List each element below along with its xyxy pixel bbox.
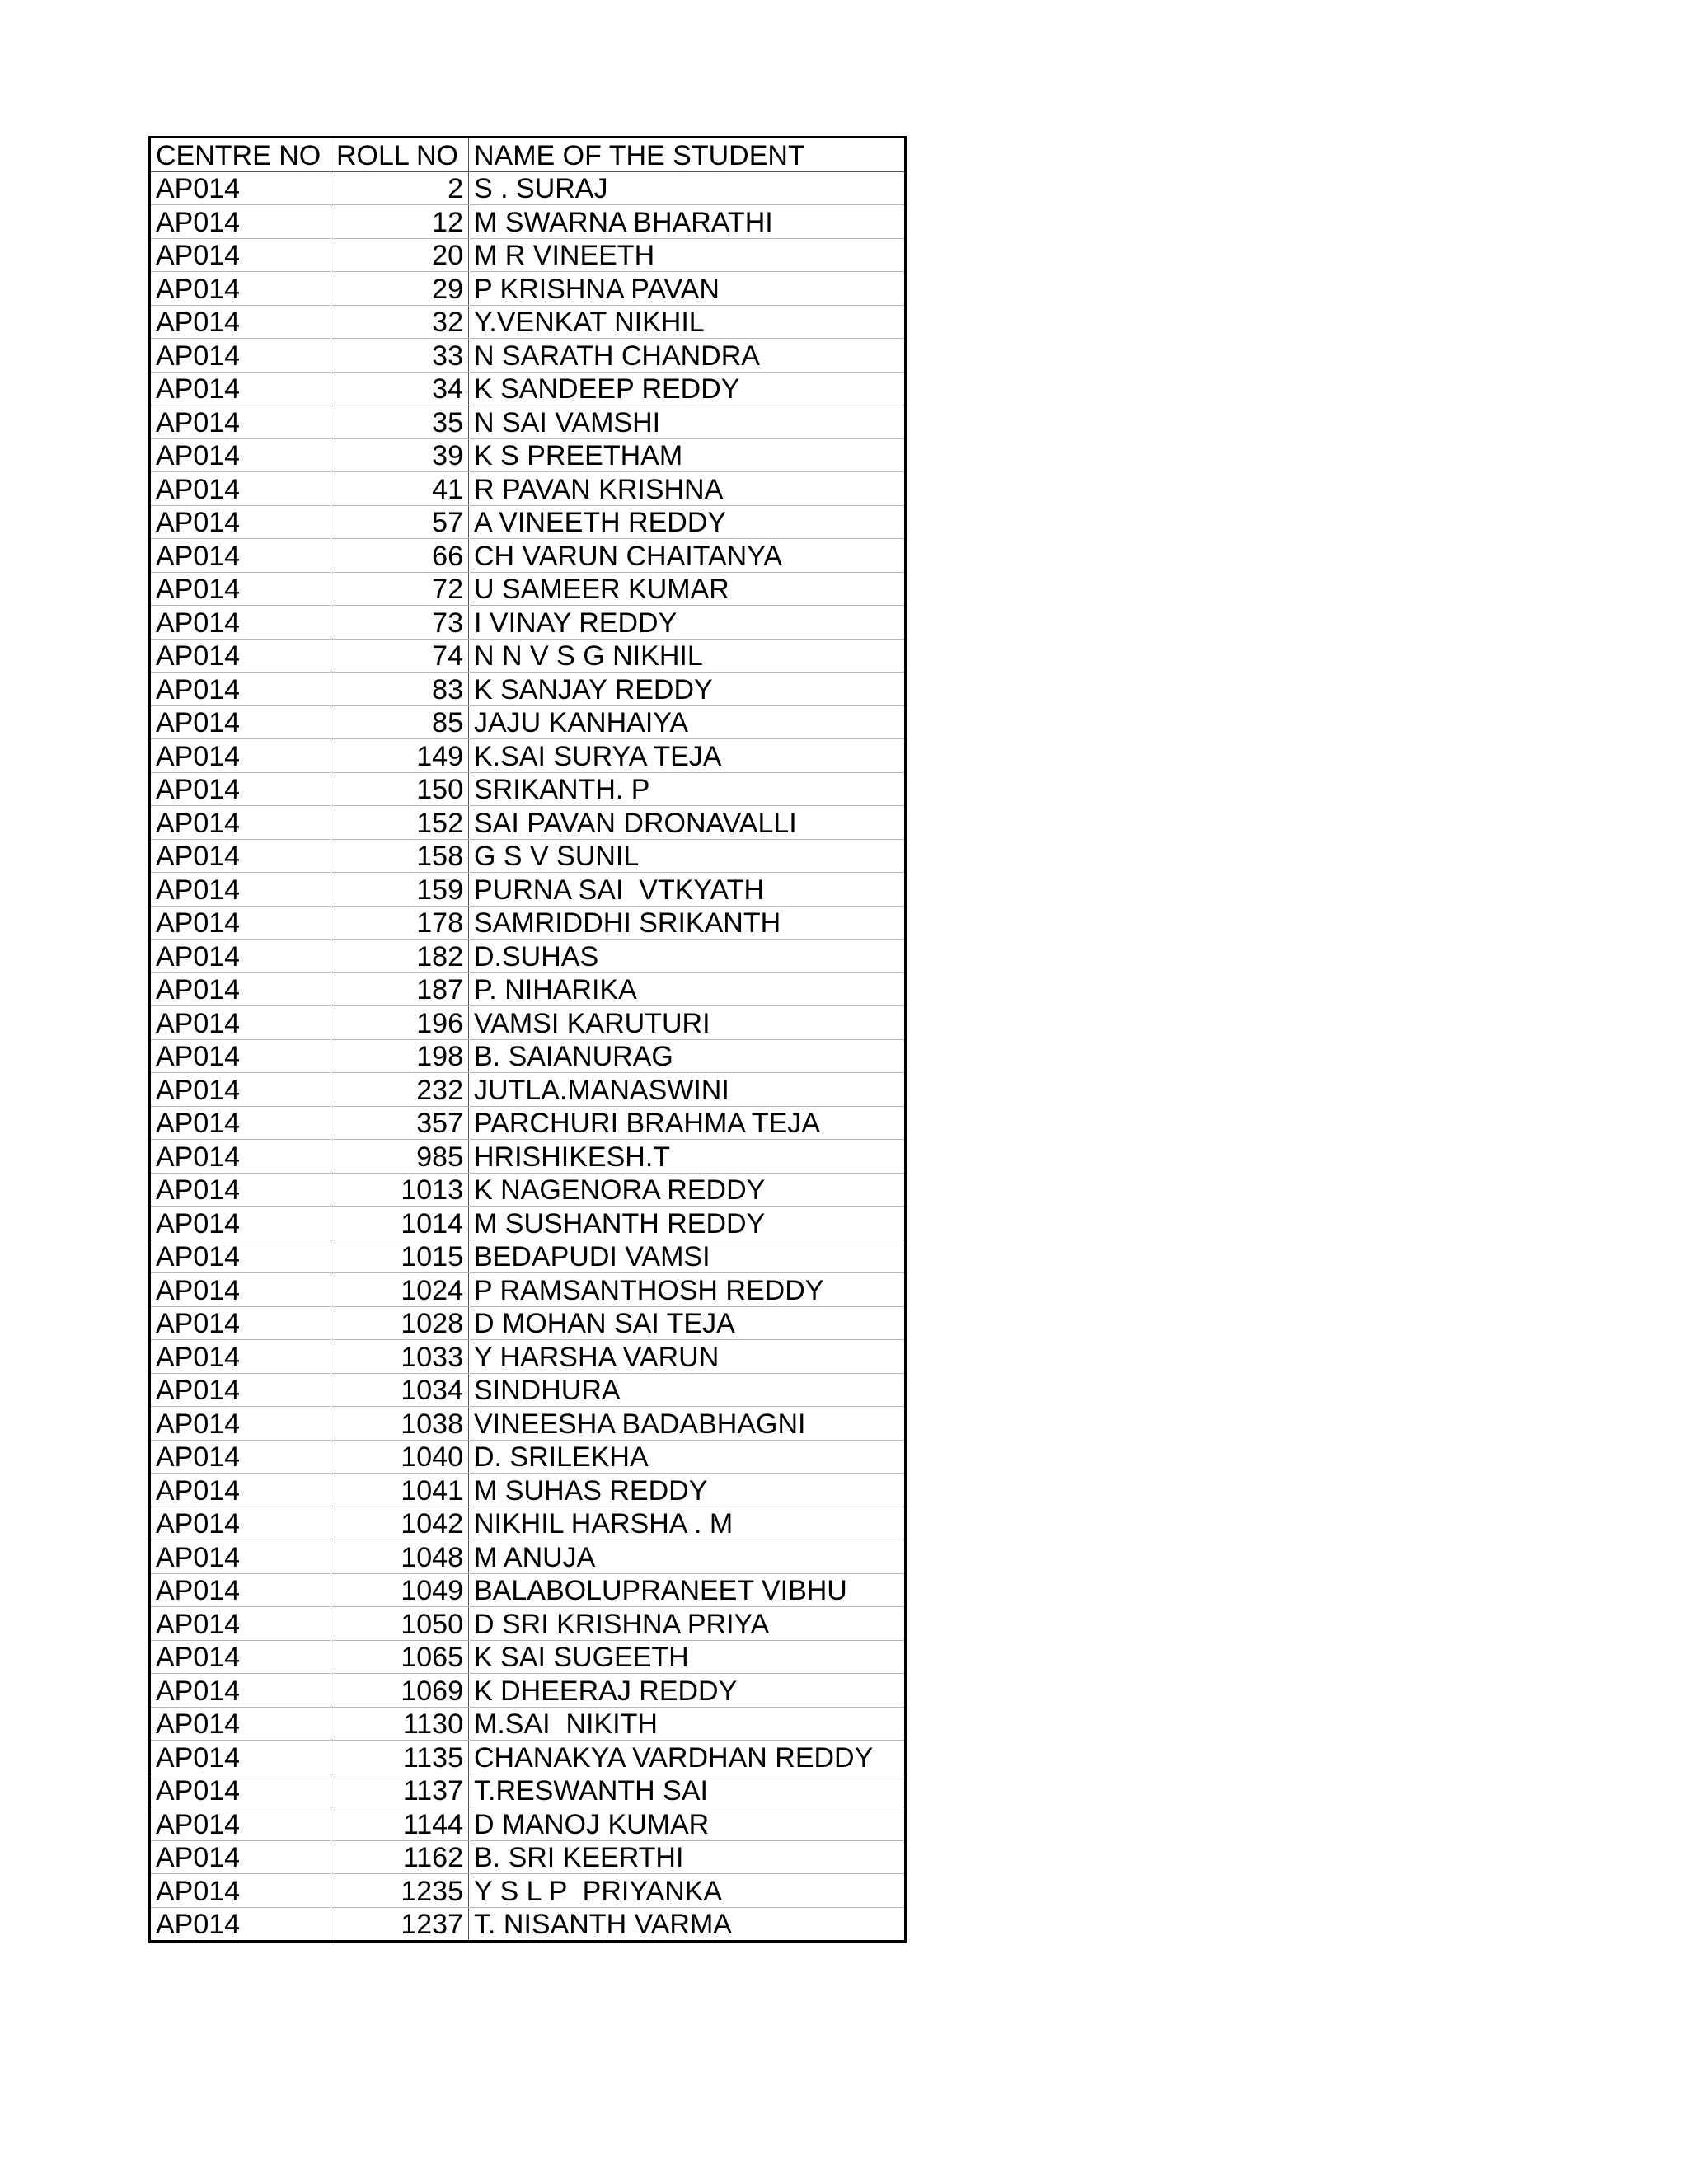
centre-no-cell: AP014 <box>150 305 331 339</box>
roll-no-cell: 1049 <box>331 1573 469 1607</box>
student-name-cell: PARCHURI BRAHMA TEJA <box>469 1106 906 1140</box>
table-row <box>150 1741 906 1774</box>
centre-no-cell: AP014 <box>150 772 331 806</box>
roll-no-cell: 1048 <box>331 1540 469 1574</box>
centre-no-cell: AP014 <box>150 806 331 840</box>
table-row <box>150 1573 906 1607</box>
table-row <box>150 1407 906 1441</box>
roll-no-cell: 85 <box>331 705 469 739</box>
roll-no-cell: 1014 <box>331 1207 469 1240</box>
table-row <box>150 1340 906 1374</box>
roll-no-cell: 57 <box>331 505 469 539</box>
roll-no-cell: 182 <box>331 940 469 973</box>
student-name-cell: G S V SUNIL <box>469 839 906 873</box>
table-row <box>150 673 906 706</box>
roll-no-cell: 150 <box>331 772 469 806</box>
student-name-cell: B. SRI KEERTHI <box>469 1840 906 1874</box>
roll-no-cell: 1033 <box>331 1340 469 1374</box>
student-name-cell: SRIKANTH. P <box>469 772 906 806</box>
roll-no-cell: 1144 <box>331 1807 469 1841</box>
centre-no-cell: AP014 <box>150 1874 331 1908</box>
roll-no-cell: 73 <box>331 606 469 640</box>
centre-no-cell: AP014 <box>150 1540 331 1574</box>
roll-no-cell: 1069 <box>331 1674 469 1708</box>
centre-no-cell: AP014 <box>150 873 331 907</box>
table-row <box>150 1006 906 1040</box>
student-name-cell: K DHEERAJ REDDY <box>469 1674 906 1708</box>
roll-no-cell: 34 <box>331 372 469 405</box>
student-name-cell: CH VARUN CHAITANYA <box>469 539 906 573</box>
student-name-cell: N N V S G NIKHIL <box>469 639 906 673</box>
roll-no-cell: 74 <box>331 639 469 673</box>
table-row <box>150 272 906 306</box>
student-name-cell: HRISHIKESH.T <box>469 1140 906 1174</box>
centre-no-cell: AP014 <box>150 539 331 573</box>
student-name-cell: I VINAY REDDY <box>469 606 906 640</box>
student-name-cell: JUTLA.MANASWINI <box>469 1073 906 1107</box>
student-name-cell: M SWARNA BHARATHI <box>469 205 906 239</box>
roll-no-cell: 187 <box>331 972 469 1006</box>
roll-no-cell: 1028 <box>331 1306 469 1340</box>
centre-no-cell: AP014 <box>150 673 331 706</box>
centre-no-cell: AP014 <box>150 1741 331 1774</box>
table-row <box>150 372 906 405</box>
roll-no-cell: 985 <box>331 1140 469 1174</box>
roll-no-cell: 72 <box>331 572 469 606</box>
student-name-cell: VINEESHA BADABHAGNI <box>469 1407 906 1441</box>
table-row <box>150 438 906 472</box>
centre-no-cell: AP014 <box>150 1006 331 1040</box>
centre-no-cell: AP014 <box>150 1073 331 1107</box>
roll-no-cell: 1038 <box>331 1407 469 1441</box>
student-name-cell: D MANOJ KUMAR <box>469 1807 906 1841</box>
student-name-cell: M R VINEETH <box>469 238 906 272</box>
student-name-cell: M ANUJA <box>469 1540 906 1574</box>
roll-no-cell: 1065 <box>331 1640 469 1674</box>
table-row <box>150 772 906 806</box>
roll-no-cell: 198 <box>331 1039 469 1073</box>
student-name-cell: K SANDEEP REDDY <box>469 372 906 405</box>
student-name-cell: P. NIHARIKA <box>469 972 906 1006</box>
table-row <box>150 839 906 873</box>
centre-no-cell: AP014 <box>150 1474 331 1507</box>
table-row <box>150 171 906 205</box>
table-row <box>150 873 906 907</box>
table-row <box>150 1273 906 1307</box>
student-name-cell: B. SAIANURAG <box>469 1039 906 1073</box>
student-name-cell: BALABOLUPRANEET VIBHU <box>469 1573 906 1607</box>
table-row <box>150 1106 906 1140</box>
centre-no-cell: AP014 <box>150 339 331 373</box>
student-name-cell: PURNA SAI VTKYATH <box>469 873 906 907</box>
header-centre-no: CENTRE NO <box>150 138 331 172</box>
roll-no-cell: 159 <box>331 873 469 907</box>
centre-no-cell: AP014 <box>150 972 331 1006</box>
roll-no-cell: 12 <box>331 205 469 239</box>
centre-no-cell: AP014 <box>150 1173 331 1207</box>
student-name-cell: T. NISANTH VARMA <box>469 1907 906 1942</box>
table-row <box>150 339 906 373</box>
centre-no-cell: AP014 <box>150 205 331 239</box>
roll-no-cell: 196 <box>331 1006 469 1040</box>
roll-no-cell: 152 <box>331 806 469 840</box>
student-name-cell: K SAI SUGEETH <box>469 1640 906 1674</box>
roll-no-cell: 29 <box>331 272 469 306</box>
centre-no-cell: AP014 <box>150 1573 331 1607</box>
header-student-name: NAME OF THE STUDENT <box>469 138 906 172</box>
table-row <box>150 806 906 840</box>
centre-no-cell: AP014 <box>150 505 331 539</box>
roll-no-cell: 20 <box>331 238 469 272</box>
table-row <box>150 606 906 640</box>
centre-no-cell: AP014 <box>150 171 331 205</box>
table-row <box>150 1173 906 1207</box>
table-row <box>150 305 906 339</box>
roll-no-cell: 2 <box>331 171 469 205</box>
student-name-cell: T.RESWANTH SAI <box>469 1774 906 1807</box>
roll-no-cell: 35 <box>331 405 469 439</box>
table-row <box>150 1907 906 1942</box>
student-name-cell: SAMRIDDHI SRIKANTH <box>469 906 906 940</box>
roll-no-cell: 1013 <box>331 1173 469 1207</box>
student-name-cell: D MOHAN SAI TEJA <box>469 1306 906 1340</box>
centre-no-cell: AP014 <box>150 1240 331 1273</box>
centre-no-cell: AP014 <box>150 1640 331 1674</box>
centre-no-cell: AP014 <box>150 639 331 673</box>
centre-no-cell: AP014 <box>150 606 331 640</box>
centre-no-cell: AP014 <box>150 1807 331 1841</box>
centre-no-cell: AP014 <box>150 739 331 773</box>
centre-no-cell: AP014 <box>150 1140 331 1174</box>
header-roll-no: ROLL NO <box>331 138 469 172</box>
centre-no-cell: AP014 <box>150 272 331 306</box>
student-name-cell: N SAI VAMSHI <box>469 405 906 439</box>
centre-no-cell: AP014 <box>150 405 331 439</box>
table-row <box>150 539 906 573</box>
table-row <box>150 1774 906 1807</box>
table-row <box>150 238 906 272</box>
table-row <box>150 472 906 506</box>
roll-no-cell: 39 <box>331 438 469 472</box>
roll-no-cell: 1137 <box>331 1774 469 1807</box>
centre-no-cell: AP014 <box>150 438 331 472</box>
student-name-cell: VAMSI KARUTURI <box>469 1006 906 1040</box>
table-row <box>150 1240 906 1273</box>
table-row <box>150 1707 906 1741</box>
roll-no-cell: 66 <box>331 539 469 573</box>
table-row <box>150 205 906 239</box>
student-name-cell: K S PREETHAM <box>469 438 906 472</box>
student-name-cell: S . SURAJ <box>469 171 906 205</box>
centre-no-cell: AP014 <box>150 1440 331 1474</box>
table-row <box>150 940 906 973</box>
roll-no-cell: 1041 <box>331 1474 469 1507</box>
table-row <box>150 1507 906 1540</box>
roll-no-cell: 32 <box>331 305 469 339</box>
table-row <box>150 1840 906 1874</box>
roll-no-cell: 232 <box>331 1073 469 1107</box>
centre-no-cell: AP014 <box>150 1507 331 1540</box>
table-row <box>150 1674 906 1708</box>
roll-no-cell: 1050 <box>331 1607 469 1641</box>
centre-no-cell: AP014 <box>150 1407 331 1441</box>
student-name-cell: K.SAI SURYA TEJA <box>469 739 906 773</box>
roll-no-cell: 41 <box>331 472 469 506</box>
centre-no-cell: AP014 <box>150 1373 331 1407</box>
table-row <box>150 705 906 739</box>
centre-no-cell: AP014 <box>150 472 331 506</box>
student-name-cell: Y S L P PRIYANKA <box>469 1874 906 1908</box>
student-name-cell: SINDHURA <box>469 1373 906 1407</box>
student-name-cell: D.SUHAS <box>469 940 906 973</box>
centre-no-cell: AP014 <box>150 940 331 973</box>
student-name-cell: D SRI KRISHNA PRIYA <box>469 1607 906 1641</box>
roll-no-cell: 1162 <box>331 1840 469 1874</box>
table-row <box>150 1073 906 1107</box>
student-name-cell: M.SAI NIKITH <box>469 1707 906 1741</box>
roll-no-cell: 178 <box>331 906 469 940</box>
roll-no-cell: 1024 <box>331 1273 469 1307</box>
student-name-cell: R PAVAN KRISHNA <box>469 472 906 506</box>
centre-no-cell: AP014 <box>150 238 331 272</box>
table-row <box>150 1540 906 1574</box>
centre-no-cell: AP014 <box>150 1039 331 1073</box>
table-body <box>150 171 906 1942</box>
centre-no-cell: AP014 <box>150 1707 331 1741</box>
roll-no-cell: 33 <box>331 339 469 373</box>
student-name-cell: P KRISHNA PAVAN <box>469 272 906 306</box>
table-row <box>150 405 906 439</box>
centre-no-cell: AP014 <box>150 1106 331 1140</box>
centre-no-cell: AP014 <box>150 372 331 405</box>
centre-no-cell: AP014 <box>150 572 331 606</box>
student-name-cell: K NAGENORA REDDY <box>469 1173 906 1207</box>
student-name-cell: P RAMSANTHOSH REDDY <box>469 1273 906 1307</box>
student-name-cell: SAI PAVAN DRONAVALLI <box>469 806 906 840</box>
table-row <box>150 1440 906 1474</box>
roll-no-cell: 1040 <box>331 1440 469 1474</box>
table-row <box>150 1140 906 1174</box>
student-name-cell: D. SRILEKHA <box>469 1440 906 1474</box>
student-name-cell: U SAMEER KUMAR <box>469 572 906 606</box>
table-row <box>150 1207 906 1240</box>
roll-no-cell: 1034 <box>331 1373 469 1407</box>
roll-no-cell: 357 <box>331 1106 469 1140</box>
table-row <box>150 1474 906 1507</box>
student-name-cell: CHANAKYA VARDHAN REDDY <box>469 1741 906 1774</box>
centre-no-cell: AP014 <box>150 1607 331 1641</box>
centre-no-cell: AP014 <box>150 1907 331 1942</box>
centre-no-cell: AP014 <box>150 1674 331 1708</box>
student-list-table <box>148 136 907 1943</box>
student-name-cell: A VINEETH REDDY <box>469 505 906 539</box>
centre-no-cell: AP014 <box>150 1840 331 1874</box>
table-header-row <box>150 138 906 172</box>
table-row <box>150 972 906 1006</box>
centre-no-cell: AP014 <box>150 1306 331 1340</box>
student-name-cell: NIKHIL HARSHA . M <box>469 1507 906 1540</box>
roll-no-cell: 1130 <box>331 1707 469 1741</box>
roll-no-cell: 1042 <box>331 1507 469 1540</box>
table-row <box>150 1039 906 1073</box>
roll-no-cell: 1015 <box>331 1240 469 1273</box>
roll-no-cell: 158 <box>331 839 469 873</box>
table-row <box>150 1874 906 1908</box>
student-name-cell: Y.VENKAT NIKHIL <box>469 305 906 339</box>
roll-no-cell: 149 <box>331 739 469 773</box>
table-row <box>150 1640 906 1674</box>
table-row <box>150 572 906 606</box>
roll-no-cell: 1237 <box>331 1907 469 1942</box>
student-name-cell: N SARATH CHANDRA <box>469 339 906 373</box>
table-row <box>150 739 906 773</box>
student-name-cell: M SUSHANTH REDDY <box>469 1207 906 1240</box>
table-row <box>150 639 906 673</box>
table-row <box>150 505 906 539</box>
centre-no-cell: AP014 <box>150 906 331 940</box>
table-row <box>150 906 906 940</box>
student-name-cell: JAJU KANHAIYA <box>469 705 906 739</box>
student-name-cell: K SANJAY REDDY <box>469 673 906 706</box>
student-name-cell: M SUHAS REDDY <box>469 1474 906 1507</box>
roll-no-cell: 1135 <box>331 1741 469 1774</box>
student-name-cell: Y HARSHA VARUN <box>469 1340 906 1374</box>
centre-no-cell: AP014 <box>150 705 331 739</box>
centre-no-cell: AP014 <box>150 1774 331 1807</box>
centre-no-cell: AP014 <box>150 1340 331 1374</box>
centre-no-cell: AP014 <box>150 1273 331 1307</box>
table-row <box>150 1607 906 1641</box>
table-row <box>150 1373 906 1407</box>
centre-no-cell: AP014 <box>150 1207 331 1240</box>
centre-no-cell: AP014 <box>150 839 331 873</box>
roll-no-cell: 1235 <box>331 1874 469 1908</box>
table-row <box>150 1807 906 1841</box>
roll-no-cell: 83 <box>331 673 469 706</box>
table-row <box>150 1306 906 1340</box>
student-name-cell: BEDAPUDI VAMSI <box>469 1240 906 1273</box>
